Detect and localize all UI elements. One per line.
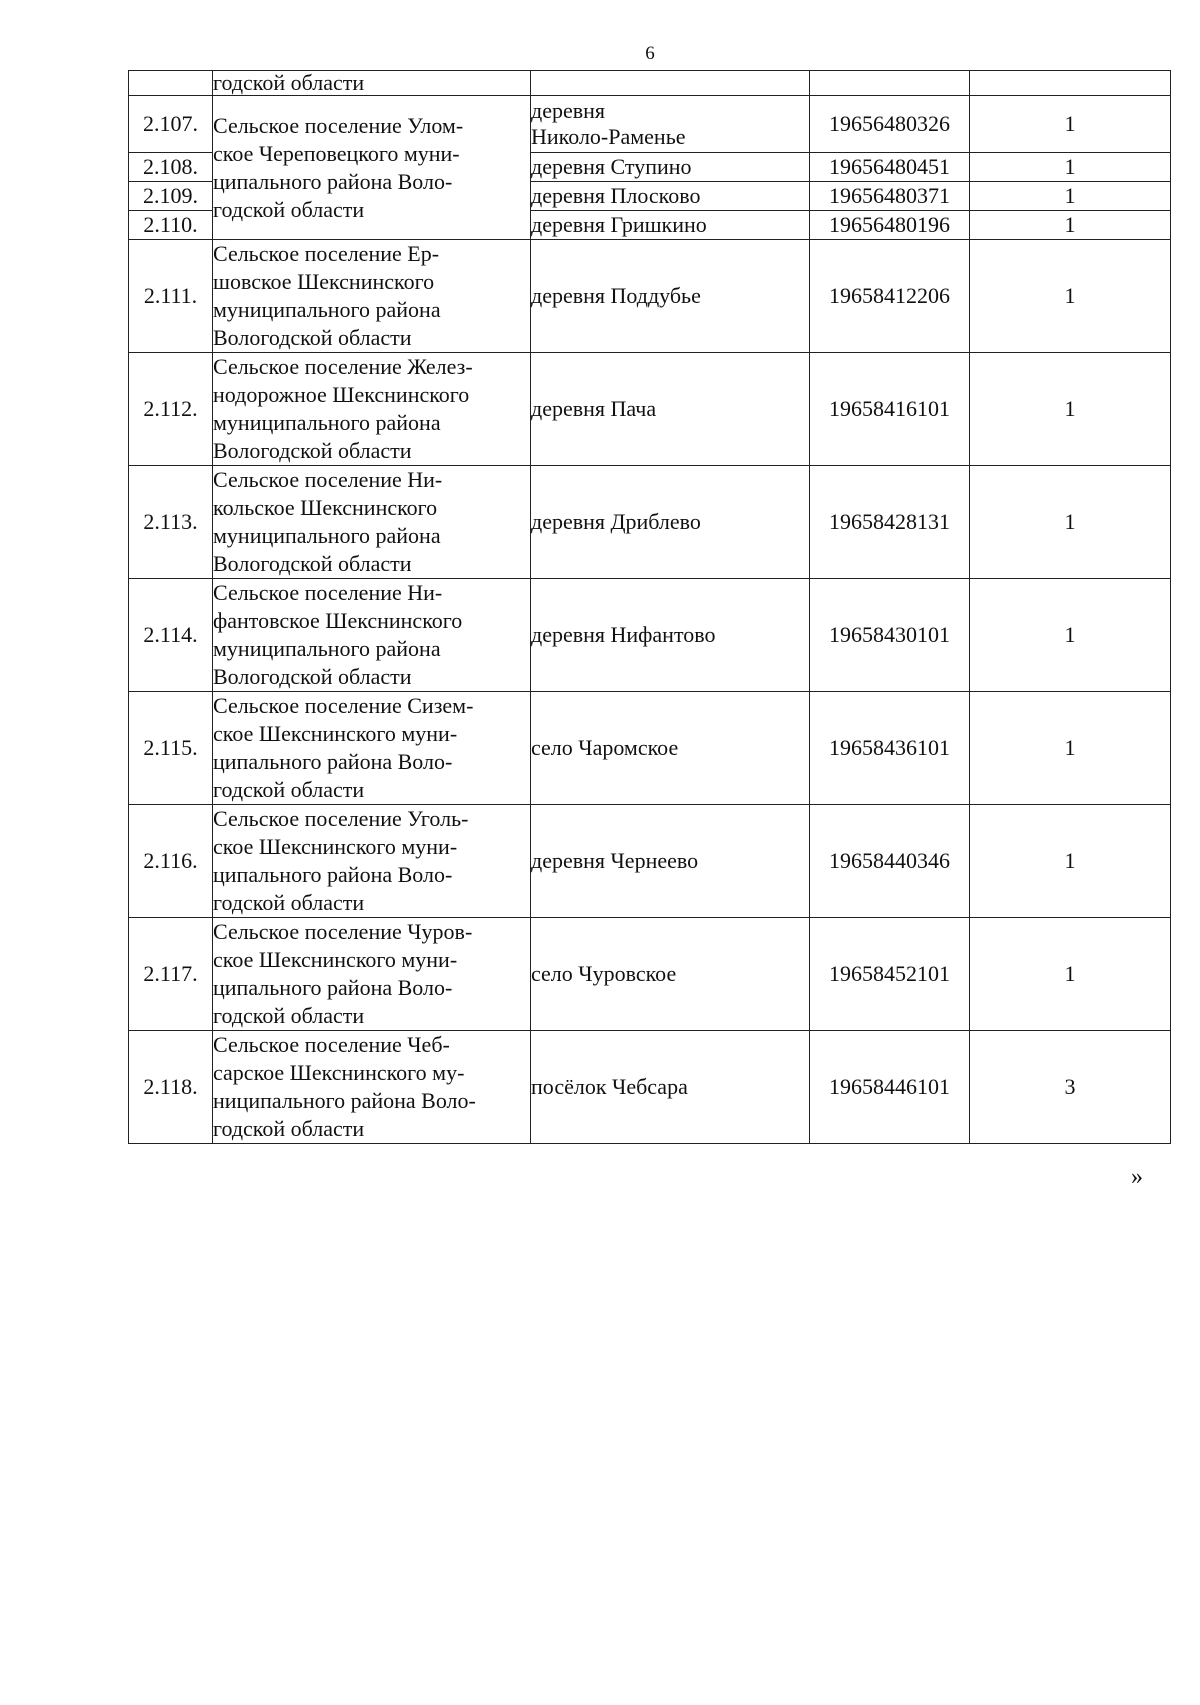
table-row <box>129 240 1171 353</box>
table-body <box>129 71 1171 1144</box>
locality-cell: деревня Ступино <box>531 153 810 182</box>
count-cell: 1 <box>970 805 1171 918</box>
count-cell: 1 <box>970 240 1171 353</box>
settlement-name-cell: Сельское поселение Ни- фантовское Шекснинского муниципального района Вологодской области <box>213 579 531 692</box>
table-row <box>129 692 1171 805</box>
name-cell: годской области <box>213 71 531 96</box>
table-row <box>129 805 1171 918</box>
oktmo-code-cell: 19658440346 <box>810 805 970 918</box>
row-number-cell: 2.111. <box>129 240 213 353</box>
settlement-name-cell: Сельское поселение Чеб- сарское Шекснинского му- ниципального района Воло- годской области <box>213 1031 531 1144</box>
row-number-cell: 2.118. <box>129 1031 213 1144</box>
settlements-table <box>128 70 1171 1144</box>
place-cell <box>531 71 810 96</box>
row-number-cell: 2.108. <box>129 153 213 182</box>
closing-quote-mark: » <box>1131 1164 1143 1190</box>
locality-cell: село Чаромское <box>531 692 810 805</box>
num-cell <box>129 71 213 96</box>
row-number-cell: 2.107. <box>129 96 213 153</box>
count-cell: 1 <box>970 182 1171 211</box>
count-cell: 1 <box>970 579 1171 692</box>
oktmo-code-cell: 19658446101 <box>810 1031 970 1144</box>
row-number-cell: 2.114. <box>129 579 213 692</box>
table-row <box>129 353 1171 466</box>
locality-cell: деревня Поддубье <box>531 240 810 353</box>
oktmo-code-cell: 19658412206 <box>810 240 970 353</box>
settlement-name-cell: Сельское поселение Сизем- ское Шекснинского муни- ципального района Воло- годской области <box>213 692 531 805</box>
code-cell <box>810 71 970 96</box>
count-cell: 1 <box>970 353 1171 466</box>
table-row-continuation <box>129 71 1171 96</box>
count-cell: 3 <box>970 1031 1171 1144</box>
settlement-name-cell: Сельское поселение Улом- ское Череповецкого муни- ципального района Воло- годской области <box>213 96 531 240</box>
settlement-name-cell: Сельское поселение Ни- кольское Шекснинского муниципального района Вологодской области <box>213 466 531 579</box>
count-cell: 1 <box>970 96 1171 153</box>
oktmo-code-cell: 19656480451 <box>810 153 970 182</box>
table-row <box>129 918 1171 1031</box>
locality-cell: деревня Нифантово <box>531 579 810 692</box>
count-cell: 1 <box>970 918 1171 1031</box>
row-number-cell: 2.116. <box>129 805 213 918</box>
settlement-name-cell: Сельское поселение Ер- шовское Шекснинского муниципального района Вологодской области <box>213 240 531 353</box>
row-number-cell: 2.112. <box>129 353 213 466</box>
table-row <box>129 1031 1171 1144</box>
oktmo-code-cell: 19658452101 <box>810 918 970 1031</box>
oktmo-code-cell: 19658428131 <box>810 466 970 579</box>
row-number-cell: 2.109. <box>129 182 213 211</box>
count-cell: 1 <box>970 211 1171 240</box>
oktmo-code-cell: 19656480326 <box>810 96 970 153</box>
settlement-name-cell: Сельское поселение Желез- нодорожное Шекснинского муниципального района Вологодской области <box>213 353 531 466</box>
count-cell <box>970 71 1171 96</box>
locality-cell: посёлок Чебсара <box>531 1031 810 1144</box>
oktmo-code-cell: 19658436101 <box>810 692 970 805</box>
locality-cell: деревня Гришкино <box>531 211 810 240</box>
row-number-cell: 2.117. <box>129 918 213 1031</box>
table-row <box>129 96 1171 153</box>
locality-cell: деревня Плосково <box>531 182 810 211</box>
table-row <box>129 579 1171 692</box>
oktmo-code-cell: 19656480371 <box>810 182 970 211</box>
oktmo-code-cell: 19656480196 <box>810 211 970 240</box>
locality-cell: деревня Дриблево <box>531 466 810 579</box>
page-number: 6 <box>645 43 655 64</box>
row-number-cell: 2.113. <box>129 466 213 579</box>
locality-cell: деревня Пача <box>531 353 810 466</box>
locality-cell: деревня Николо-Раменье <box>531 96 810 153</box>
count-cell: 1 <box>970 692 1171 805</box>
locality-cell: село Чуровское <box>531 918 810 1031</box>
settlement-name-cell: Сельское поселение Уголь- ское Шекснинского муни- ципального района Воло- годской области <box>213 805 531 918</box>
settlement-name-cell: Сельское поселение Чуров- ское Шекснинского муни- ципального района Воло- годской области <box>213 918 531 1031</box>
count-cell: 1 <box>970 153 1171 182</box>
oktmo-code-cell: 19658430101 <box>810 579 970 692</box>
locality-cell: деревня Чернеево <box>531 805 810 918</box>
count-cell: 1 <box>970 466 1171 579</box>
table-row <box>129 466 1171 579</box>
oktmo-code-cell: 19658416101 <box>810 353 970 466</box>
row-number-cell: 2.110. <box>129 211 213 240</box>
row-number-cell: 2.115. <box>129 692 213 805</box>
